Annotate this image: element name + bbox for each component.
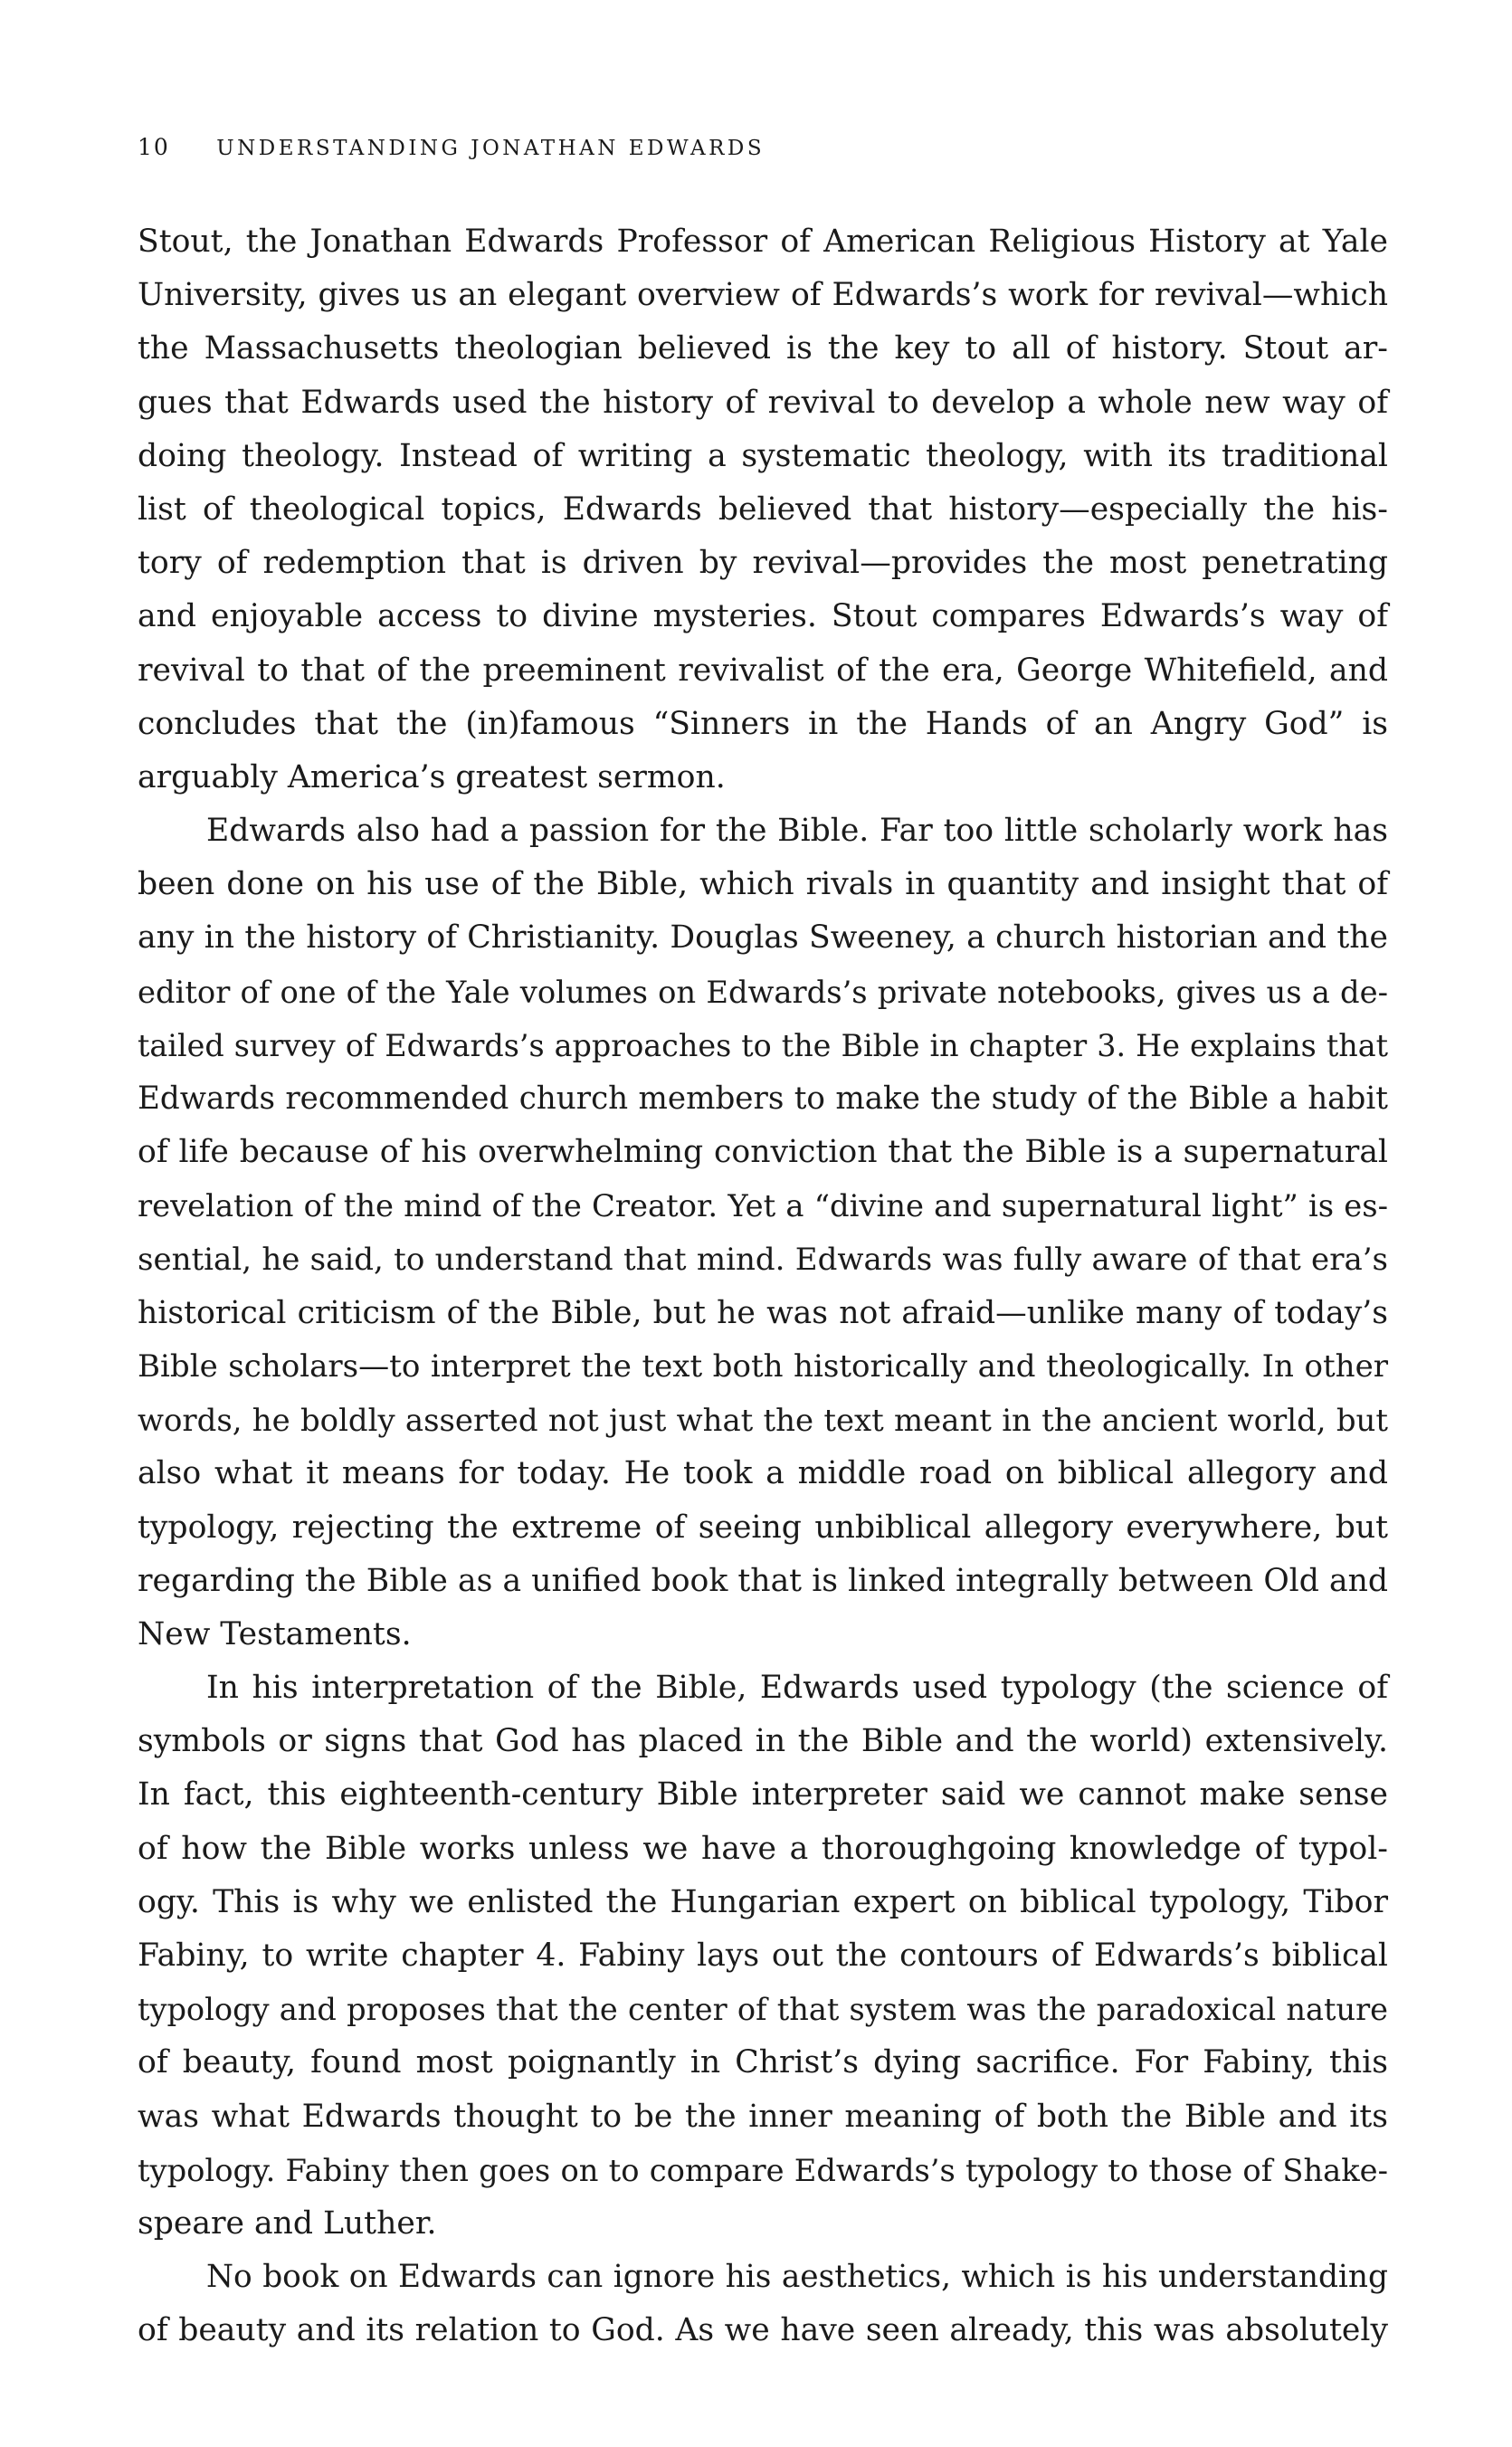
- paragraph-1: [138, 215, 1388, 805]
- text-line: No book on Edwards can ignore his aesthetics, which is his understanding: [206, 2259, 1388, 2296]
- text-line: gues that Edwards used the history of revival to develop a whole new way of: [138, 384, 1388, 421]
- text-line: In fact, this eighteenth-century Bible interpreter said we cannot make sense: [138, 1776, 1388, 1814]
- text-line: list of theological topics, Edwards believed that history—especially the his-: [138, 490, 1388, 528]
- text-line: of how the Bible works unless we have a thoroughgoing knowledge of typol-: [138, 1830, 1388, 1867]
- text-line: historical criticism of the Bible, but he was not afraid—unlike many of today’s: [138, 1294, 1388, 1331]
- text-line: Stout, the Jonathan Edwards Professor of American Religious History at Yale: [138, 224, 1388, 260]
- text-line: editor of one of the Yale volumes on Edwards’s private notebooks, gives us a de-: [138, 974, 1388, 1010]
- text-line: regarding the Bible as a unified book that is linked integrally between Old and: [138, 1562, 1388, 1599]
- body-text: [138, 215, 1388, 2358]
- text-line: symbols or signs that God has placed in the Bible and the world) extensively.: [138, 1723, 1388, 1760]
- text-line: Fabiny, to write chapter 4. Fabiny lays out the contours of Edwards’s biblical: [138, 1938, 1388, 1974]
- text-line: arguably America’s greatest sermon.: [138, 758, 726, 795]
- text-line: In his interpretation of the Bible, Edwards used typology (the science of: [206, 1670, 1388, 1707]
- text-line: typology, rejecting the extreme of seeing unbiblical allegory everywhere, but: [138, 1509, 1388, 1546]
- text-line: ogy. This is why we enlisted the Hungarian expert on biblical typology, Tibor: [138, 1883, 1388, 1920]
- text-line: was what Edwards thought to be the inner meaning of both the Bible and its: [138, 2098, 1388, 2135]
- paragraph-2: [138, 805, 1388, 1661]
- text-line: Edwards also had a passion for the Bible. Far too little scholarly work has: [206, 813, 1388, 850]
- text-line: revival to that of the preeminent revivalist of the era, George Whitefield, and: [138, 652, 1388, 689]
- text-line: sential, he said, to understand that mind. Edwards was fully aware of that era’s: [138, 1241, 1388, 1278]
- running-head: [138, 134, 765, 170]
- text-line: doing theology. Instead of writing a systematic theology, with its traditional: [138, 437, 1388, 474]
- text-line: New Testaments.: [138, 1615, 412, 1652]
- text-line: speare and Luther.: [138, 2204, 437, 2242]
- text-line: been done on his use of the Bible, which rivals in quantity and insight that of: [138, 866, 1388, 903]
- paragraph-3: [138, 1661, 1388, 2251]
- text-line: and enjoyable access to divine mysteries. Stout compares Edwards’s way of: [138, 598, 1388, 635]
- text-line: Edwards recommended church members to make the study of the Bible a habit: [138, 1081, 1388, 1117]
- text-line: of beauty, found most poignantly in Christ’s dying sacrifice. For Fabiny, this: [138, 2044, 1388, 2081]
- running-title: UNDERSTANDING JONATHAN EDWARDS: [216, 137, 766, 160]
- text-line: of life because of his overwhelming conviction that the Bible is a supernatural: [138, 1134, 1388, 1171]
- page-number: 10: [138, 134, 170, 160]
- text-line: University, gives us an elegant overview of Edwards’s work for revival—which: [138, 277, 1388, 314]
- text-line: any in the history of Christianity. Douglas Sweeney, a church historian and the: [138, 919, 1388, 957]
- text-line: concludes that the (in)famous “Sinners in the Hands of an Angry God” is: [138, 705, 1388, 742]
- text-line: tailed survey of Edwards’s approaches to the Bible in chapter 3. He explains that: [138, 1027, 1388, 1063]
- text-line: Bible scholars—to interpret the text both historically and theologically. In other: [138, 1347, 1388, 1385]
- text-line: also what it means for today. He took a middle road on biblical allegory and: [138, 1455, 1388, 1492]
- text-line: the Massachusetts theologian believed is the key to all of history. Stout ar-: [138, 330, 1388, 367]
- text-line: revelation of the mind of the Creator. Yet a “divine and supernatural light” is es-: [138, 1188, 1388, 1224]
- text-line: typology and proposes that the center of that system was the paradoxical nature: [138, 1992, 1388, 2028]
- text-line: words, he boldly asserted not just what the text meant in the ancient world, but: [138, 1403, 1388, 1439]
- text-line: typology. Fabiny then goes on to compare Edwards’s typology to those of Shake-: [138, 2152, 1388, 2188]
- text-line: of beauty and its relation to God. As we have seen already, this was absolutely: [138, 2312, 1388, 2349]
- paragraph-4: [138, 2251, 1388, 2357]
- text-line: tory of redemption that is driven by revival—provides the most penetrating: [138, 545, 1388, 582]
